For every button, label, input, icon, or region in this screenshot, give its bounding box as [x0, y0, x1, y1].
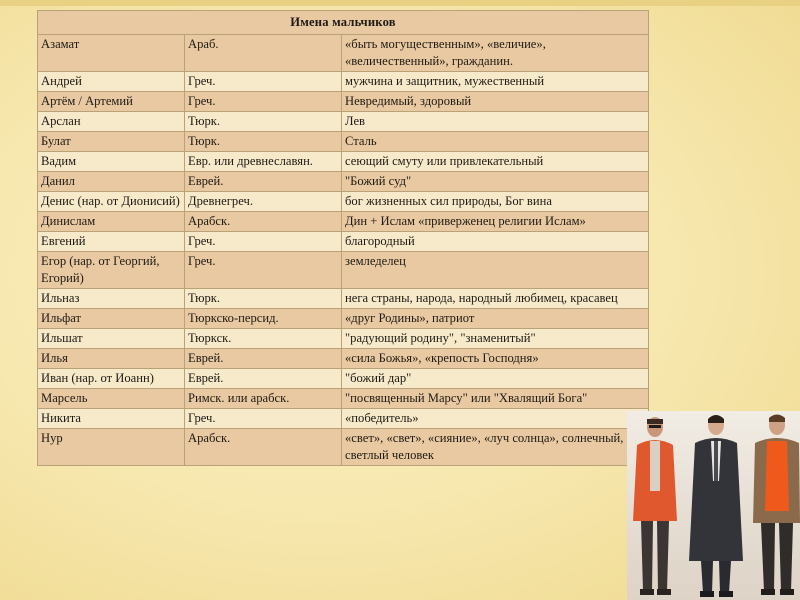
- meaning-cell: Дин + Ислам «приверженец религии Ислам»: [342, 212, 649, 232]
- origin-cell: Арабск.: [185, 429, 342, 466]
- origin-cell: Греч.: [185, 232, 342, 252]
- table-row: [38, 252, 649, 289]
- meaning-cell: благородный: [342, 232, 649, 252]
- table-row: [38, 152, 649, 172]
- name-cell: Арслан: [38, 112, 185, 132]
- meaning-cell: земледелец: [342, 252, 649, 289]
- name-cell: Артём / Артемий: [38, 92, 185, 112]
- origin-cell: Евр. или древнеславян.: [185, 152, 342, 172]
- name-cell: Иван (нар. от Иоанн): [38, 369, 185, 389]
- meaning-cell: "Божий суд": [342, 172, 649, 192]
- meaning-cell: Сталь: [342, 132, 649, 152]
- table-row: [38, 35, 649, 72]
- table-row: [38, 389, 649, 409]
- table-row: [38, 112, 649, 132]
- meaning-cell: "божий дар": [342, 369, 649, 389]
- table-title: Имена мальчиков: [38, 11, 649, 35]
- meaning-cell: Невредимый, здоровый: [342, 92, 649, 112]
- name-cell: Андрей: [38, 72, 185, 92]
- name-cell: Булат: [38, 132, 185, 152]
- name-cell: Азамат: [38, 35, 185, 72]
- origin-cell: Тюркск.: [185, 329, 342, 349]
- origin-cell: Тюрк.: [185, 132, 342, 152]
- table-row: [38, 369, 649, 389]
- origin-cell: Древнегреч.: [185, 192, 342, 212]
- table-row: [38, 309, 649, 329]
- name-cell: Никита: [38, 409, 185, 429]
- meaning-cell: бог жизненных сил природы, Бог вина: [342, 192, 649, 212]
- meaning-cell: "радующий родину", "знаменитый": [342, 329, 649, 349]
- table-row: [38, 212, 649, 232]
- table-row: [38, 192, 649, 212]
- meaning-cell: нега страны, народа, народный любимец, красавец: [342, 289, 649, 309]
- table-body: [38, 35, 649, 466]
- slide-top-band: [0, 0, 800, 6]
- table-header-row: [38, 11, 649, 35]
- name-cell: Ильшат: [38, 329, 185, 349]
- boy-names-table: [37, 10, 649, 466]
- origin-cell: Арабск.: [185, 212, 342, 232]
- table-row: [38, 172, 649, 192]
- meaning-cell: «свет», «свет», «сияние», «луч солнца», солнечный, светлый человек: [342, 429, 649, 466]
- table-row: [38, 409, 649, 429]
- table-row: [38, 429, 649, 466]
- meaning-cell: мужчина и защитник, мужественный: [342, 72, 649, 92]
- name-cell: Евгений: [38, 232, 185, 252]
- name-cell: Вадим: [38, 152, 185, 172]
- origin-cell: Еврей.: [185, 369, 342, 389]
- table-row: [38, 72, 649, 92]
- meaning-cell: «быть могущественным», «величие», «величественный», гражданин.: [342, 35, 649, 72]
- models-illustration: [627, 411, 800, 600]
- meaning-cell: «друг Родины», патриот: [342, 309, 649, 329]
- origin-cell: Еврей.: [185, 172, 342, 192]
- origin-cell: Греч.: [185, 252, 342, 289]
- name-cell: Илья: [38, 349, 185, 369]
- meaning-cell: «победитель»: [342, 409, 649, 429]
- name-cell: Ильфат: [38, 309, 185, 329]
- origin-cell: Греч.: [185, 409, 342, 429]
- table-row: [38, 349, 649, 369]
- name-cell: Марсель: [38, 389, 185, 409]
- name-cell: Динислам: [38, 212, 185, 232]
- origin-cell: Тюрк.: [185, 112, 342, 132]
- meaning-cell: сеющий смуту или привлекательный: [342, 152, 649, 172]
- name-cell: Нур: [38, 429, 185, 466]
- meaning-cell: "посвященный Марсу" или "Хвалящий Бога": [342, 389, 649, 409]
- name-cell: Егор (нар. от Георгий, Егорий): [38, 252, 185, 289]
- name-cell: Ильназ: [38, 289, 185, 309]
- table-row: [38, 232, 649, 252]
- table-row: [38, 329, 649, 349]
- origin-cell: Араб.: [185, 35, 342, 72]
- meaning-cell: Лев: [342, 112, 649, 132]
- origin-cell: Греч.: [185, 92, 342, 112]
- origin-cell: Еврей.: [185, 349, 342, 369]
- origin-cell: Тюркско-персид.: [185, 309, 342, 329]
- origin-cell: Тюрк.: [185, 289, 342, 309]
- fashion-models-photo: [627, 411, 800, 600]
- table-row: [38, 132, 649, 152]
- table-row: [38, 92, 649, 112]
- origin-cell: Греч.: [185, 72, 342, 92]
- table-row: [38, 289, 649, 309]
- meaning-cell: «сила Божья», «крепость Господня»: [342, 349, 649, 369]
- name-cell: Данил: [38, 172, 185, 192]
- name-cell: Денис (нар. от Дионисий): [38, 192, 185, 212]
- origin-cell: Римск. или арабск.: [185, 389, 342, 409]
